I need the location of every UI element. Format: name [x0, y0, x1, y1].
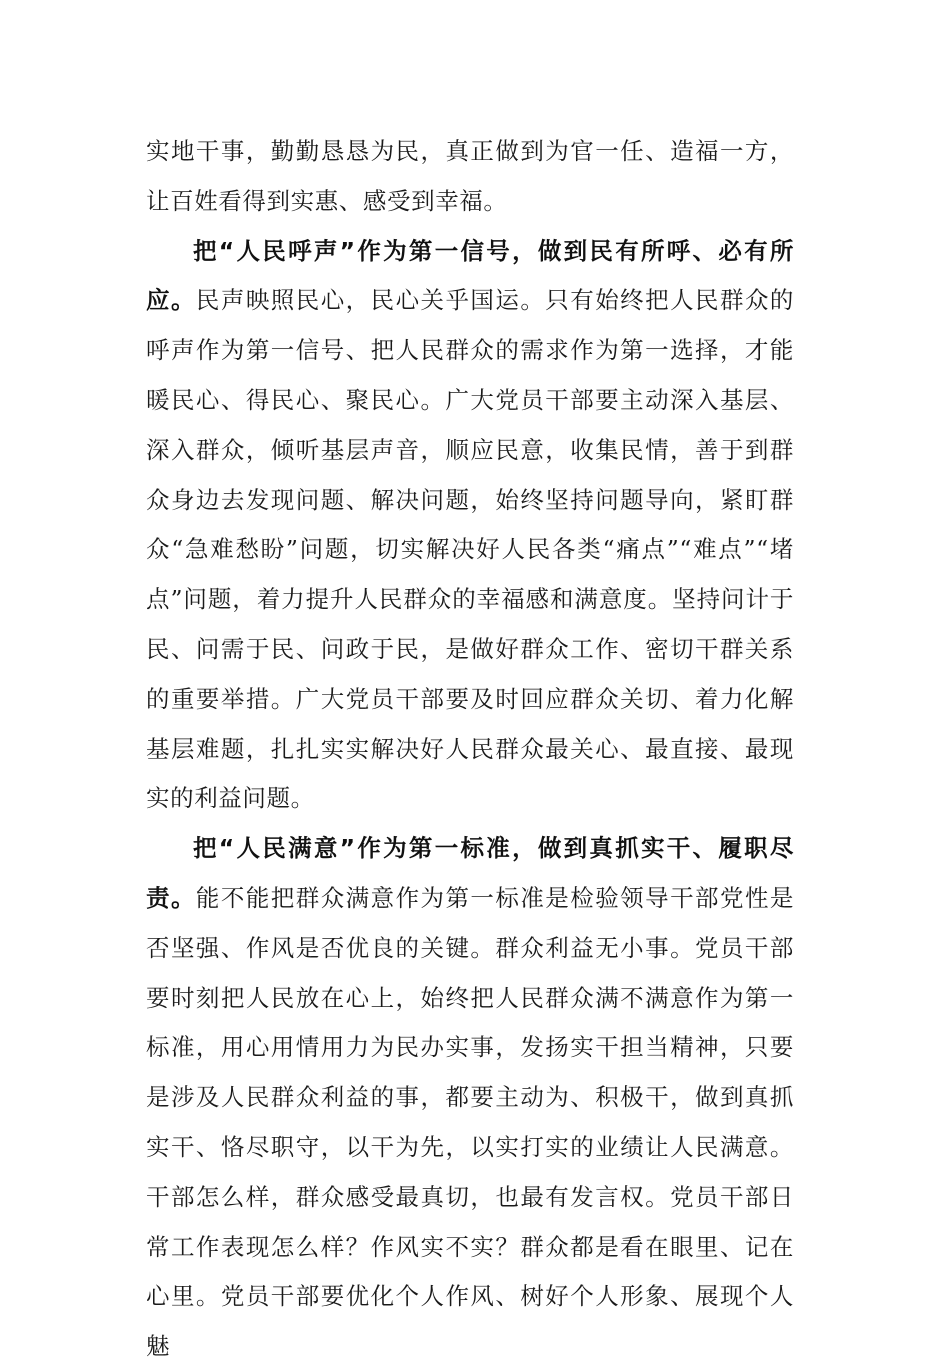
paragraph-body: 实地干事，勤勤恳恳为民，真正做到为官一任、造福一方，让百姓看得到实惠、感受到幸福。 — [146, 137, 794, 215]
document-body — [146, 127, 794, 1372]
paragraph-heading: 把“人民满意”作为第一标准，做到真抓实干、履职尽责。 — [146, 834, 794, 912]
paragraph-body: 民声映照民心，民心关乎国运。只有始终把人民群众的呼声作为第一信号、把人民群众的需求作为第一选择，才能暖民心、得民心、聚民心。广大党员干部要主动深入基层、深入群众，倾听基层声音，顺应民意，收集民情，善于到群众身边去发现问题、解决问题，始终坚持问题导向，紧盯群众“急难愁盼”问题，切实解决好人民各类“痛点”“难点”“堵点”问题，着力提升人民群众的幸福感和满意度。坚持问计于民、问需于民、问政于民，是做好群众工作、密切干群关系的重要举措。广大党员干部要及时回应群众关切、着力化解基层难题，扎扎实实解决好人民群众最关心、最直接、最现实的利益问题。 — [146, 286, 795, 813]
paragraph-people-satisfaction — [146, 824, 794, 1372]
paragraph-people-voice — [146, 227, 794, 825]
paragraph-body: 能不能把群众满意作为第一标准是检验领导干部党性是否坚强、作风是否优良的关键。群众利益无小事。党员干部要时刻把人民放在心上，始终把人民群众满不满意作为第一标准，用心用情用力为民办实事，发扬实干担当精神，只要是涉及人民群众利益的事，都要主动为、积极干，做到真抓实干、恪尽职守，以干为先，以实打实的业绩让人民满意。干部怎么样，群众感受最真切，也最有发言权。党员干部日常工作表现怎么样？作风实不实？群众都是看在眼里、记在心里。党员干部要优化个人作风、树好个人形象、展现个人魅 — [146, 883, 795, 1361]
paragraph-continuation — [146, 127, 794, 227]
paragraph-heading: 把“人民呼声”作为第一信号，做到民有所呼、必有所应。 — [146, 236, 794, 315]
